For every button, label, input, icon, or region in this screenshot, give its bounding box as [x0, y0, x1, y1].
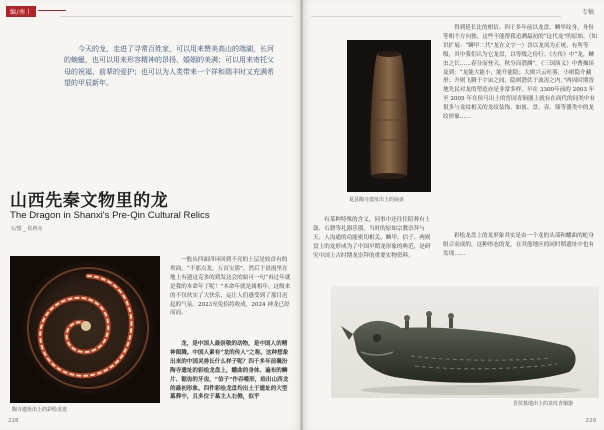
body-paragraph-1: 一般从四面四环回到不亮的土层是较首有的坝面，“不那点龙，万首宝那”，然后于晨霞里在地上有遗这克多的到发达会的始可一句“再过年就是我的本命年了呢！”本命年就是属相年，这级来的不仅伙实了大快乐，运让人们感受到了那目迟起的气氛。2023至免招将收成，2024 神龙已经而而。	[170, 257, 291, 317]
body-column-right-lower	[443, 232, 597, 282]
intro-paragraph: 今天的龙，走进了寻常百姓家，可以用来赞美高山的端湖，长河的蜿蜒，也可以用来形容精神的昂扬、婚姻的美满；可以用来寄托父母的祝福、前辈的爱护；也可以为人类带来一个祥和瑞丰时又充满希望的甲辰新年。	[64, 45, 274, 88]
page-number-right: 229	[585, 418, 596, 424]
article-title: 山西先秦文物里的龙	[10, 191, 169, 211]
pottery-vessel-image	[347, 40, 431, 192]
body-column-middle	[313, 216, 435, 280]
byline: 文/图 _ 崔莉亮	[10, 226, 43, 232]
right-page	[303, 0, 604, 430]
body-column-lead	[170, 340, 292, 422]
vessel-caption: 夏县陶寺遗址出土的扁壶	[349, 197, 405, 203]
bronze-caption: 晋侯墓地出土的龙纹青铜器	[513, 401, 574, 407]
left-page	[0, 0, 301, 430]
header-rule	[311, 16, 561, 17]
dragon-plate-illustration	[10, 256, 160, 403]
bronze-vessel-image	[331, 286, 599, 398]
article-subtitle-en: The Dragon in Shanxi's Pre-Qin Cultural Relics	[10, 210, 210, 221]
section-tag: 编/南丨	[6, 6, 36, 17]
body-column-right	[443, 24, 597, 228]
body-paragraph-2: 龙，是中国人最崇敬的动物，是中国人的精神图腾。中国人素有“龙的传人”之称。这种想象出来的中国灵兽长什么样子呢？四千多年前襄汾陶寺遗址的彩绘龙盘上，蟠曲的身体、遍布的鳞片、锯齿的牙齿，“信子”作吞噬形，给出山西龙的最初形象。四件彩绘龙盘均出土于遗址的大型墓葬中，且多位于墓主人右侧，似乎	[170, 341, 289, 401]
body-paragraph-5: 彩绘龙盘上的龙形象其实是由一个龙的头部和蟠曲的蛇身组合而成的，这种形态的龙，在其他地区的同时期遗址中也有发现……	[443, 233, 595, 257]
page-number-left: 228	[8, 418, 19, 424]
column-label: 专稿	[581, 9, 594, 16]
plate-caption: 陶寺遗址出土的彩绘龙盘	[12, 407, 68, 413]
bronze-vessel-illustration	[331, 286, 599, 398]
body-paragraph-3: 得到延长比的相信。四千多年前以龙盘、鳞甲纹身，身份等相不方向独，这些不能帮我追溯最初的“这代龙”的原始。（知识扩展：“鳞甲二代”龙在文字一）晋以龙凤为正统，有所等级，其中我们认为它龙盘，以等级之份行；《左传》中“龙，鳞虫之长……春分而登天，秋分而潜渊”。《三国演义》中曹操谈及到：“龙能大能小，能升能隐；大则兴云吐雾，小则隐介藏形；升则飞腾于宇宙之间，隐则潜伏于波涛之内。”两周时期晋地先民对龙的塑造亦是非常多样。早在 3300年前的 2003 年至 2005 年在侯马出土的晋国青铜器上就有在商代的同类中有很多与龙纹相关的龙纹装饰，如匜、盘、壶、鼎等器类中的龙纹形象……	[443, 25, 597, 121]
header-rule	[60, 16, 293, 17]
body-paragraph-4: 有某种特殊的含义，同事中还往往陪葬有土鼓、石磬等礼器乐器，当时的原始宗教崇拜与天、人沟通的功能密切相关。鳞甲、信子、两则盘上的龙形成为了中国早期龙形象的典范，是研究中国上古时期龙崇拜的重要实物资料。	[313, 217, 431, 259]
painted-dragon-plate-image	[10, 256, 160, 403]
pottery-vessel-illustration	[347, 40, 431, 192]
body-column-top	[170, 256, 292, 318]
